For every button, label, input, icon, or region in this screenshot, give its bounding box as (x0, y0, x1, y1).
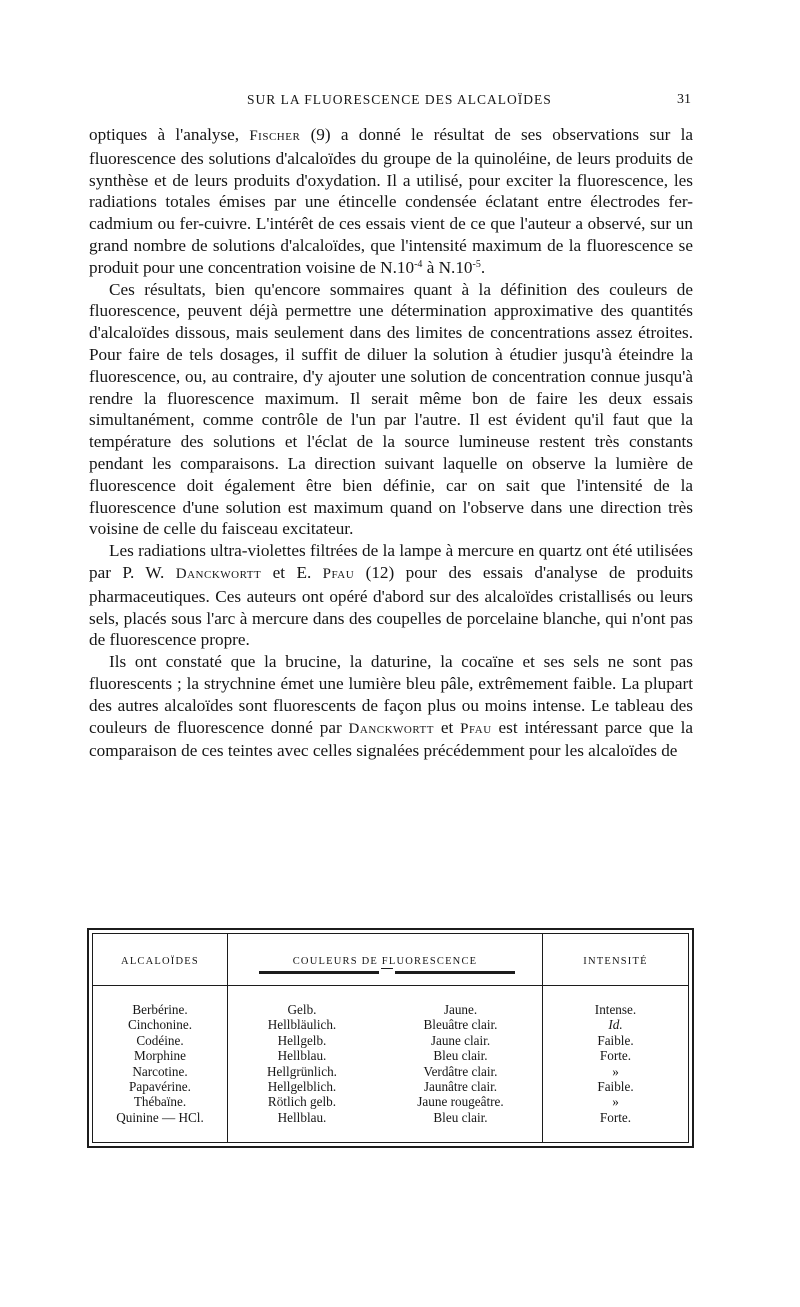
column-couleurs-francais (383, 1002, 538, 1125)
paragraph-2: Ces résultats, bien qu'encore sommaires quant à la définition des couleurs de fluorescence, peuvent déjà permettre une détermination approximative des quantités d'alcaloïdes dissous, mais seulement dans des limites de concentrations assez étroites. Pour faire de tels dosages, il suffit de diluer la solution à étudier jusqu'à éteindre la fluorescence, ou, au contraire, d'y ajouter une solution de concentration connue jusqu'à rendre la fluorescence maximum. Il serait même bon de faire les deux essais simultanément, comme contrôle de l'un par l'autre. Il est évident qu'il faut que la température des solutions et l'éclat de la source lumineuse restent très constants pendant les comparaisons. La direction suivant laquelle on observe la lumière de fluorescence doit également être bien définie, car on sait que l'intensité de la fluorescence d'une solution est maximum quand on l'observe dans une direction très voisine de celle du faisceau excitateur. (89, 279, 693, 539)
paragraph-4-text-b: et (434, 717, 461, 737)
table-cell: Jaune. (443, 1002, 478, 1017)
table-cell: » (612, 1094, 619, 1110)
table-cell: Jaune clair. (430, 1032, 491, 1048)
table-cell: Hellblau. (277, 1109, 327, 1125)
author-pfau: Pfau (460, 720, 492, 737)
author-fischer: Fischer (249, 128, 301, 144)
table-cell: Cinchonine. (127, 1017, 193, 1033)
paragraph-1 (89, 124, 693, 279)
table-cell: Hellgelb. (277, 1032, 327, 1048)
paragraph-4-text-a: Ils ont constaté que la brucine, la daturine, la cocaïne et ses sels ne sont pas fluorescents ; la strychnine émet une lumière bleu pâle, extrêmement faible. La plupart des autres alcaloïdes sont fluorescents de façon plus ou moins intense. Le tableau des couleurs de fluorescence donné par (89, 652, 693, 737)
table-cell: Papavérine. (129, 1079, 191, 1095)
paragraph-3-text-a: Les radiations ultra-violettes filtrées de la lampe à mercure en quartz ont été utilisées par P. W. (89, 541, 693, 582)
table-cell: Hellblau. (277, 1048, 327, 1064)
decorative-rule-ornament (381, 968, 393, 975)
column-intensite (543, 1002, 688, 1125)
table-cell: Berbérine. (132, 1002, 188, 1017)
table-cell: Hellgelblich. (267, 1079, 337, 1095)
body-text (89, 124, 693, 762)
column-couleurs-allemand (237, 1002, 367, 1125)
paragraph-1-text-a: optiques à l'analyse, (89, 125, 250, 144)
exponent-2: -5 (472, 258, 481, 270)
header-intensite: INTENSITÉ (583, 956, 648, 967)
running-title: SUR LA FLUORESCENCE DES ALCALOÏDES (247, 92, 552, 107)
table-cell: Jaunâtre clair. (423, 1079, 498, 1095)
table-cell: Hellgrünlich. (267, 1063, 337, 1079)
fluorescence-table (87, 928, 694, 1148)
page-number: 31 (677, 92, 691, 107)
table-cell: Faible. (597, 1032, 634, 1048)
table-cell: Quinine — HCl. (116, 1109, 204, 1125)
table-cell: Intense. (594, 1002, 637, 1017)
table-cell: Verdâtre clair. (423, 1063, 498, 1079)
column-alcaloides (93, 1002, 227, 1125)
decorative-rule-left (259, 971, 379, 974)
table-cell: Forte. (599, 1109, 632, 1125)
table-cell: Bleuâtre clair. (423, 1017, 498, 1033)
table-cell: Forte. (599, 1048, 632, 1064)
paragraph-4-text-c: est intéressant parce que la comparaison de ces teintes avec celles signalées précédemment pour les alcaloïdes de (89, 717, 693, 761)
table-cell: Bleu clair. (433, 1109, 488, 1125)
header-rule (93, 985, 688, 986)
table-cell: Codéine. (136, 1032, 184, 1048)
running-header (0, 92, 800, 110)
header-alcaloides: ALCALOÏDES (121, 956, 199, 967)
table-cell: Narcotine. (132, 1063, 188, 1079)
paragraph-3 (89, 540, 693, 651)
author-pfau: Pfau (322, 565, 355, 582)
paragraph-3-text-c: (12) pour des essais d'analyse de produits pharmaceutiques. Ces auteurs ont opéré d'abord sur des alcaloïdes cristallisés ou leurs sels, placés sous l'arc à mercure dans des coupelles de porcelaine blanche, qui n'ont pas de fluorescence propre. (89, 562, 694, 650)
author-danckwortt: Danckwortt (175, 565, 262, 582)
table-cell: Id. (608, 1017, 623, 1033)
exponent-1: -4 (414, 258, 423, 270)
paragraph-1-text-c: à N.10 (422, 257, 473, 277)
paragraph-4 (89, 651, 693, 762)
table-cell: Gelb. (287, 1002, 317, 1017)
table-cell: Faible. (597, 1079, 634, 1095)
table-cell: » (612, 1063, 619, 1079)
table-cell: Bleu clair. (433, 1048, 488, 1064)
paragraph-3-text-b: et E. (261, 562, 323, 582)
table-cell: Jaune rougeâtre. (417, 1094, 504, 1110)
paragraph-1-text-b: (9) a donné le résultat de ses observations sur la fluorescence des solutions d'alcaloïdes du groupe de la quinoléine, de leurs produits de synthèse et de leurs produits d'oxydation. Il a utilisé, pour exciter la fluorescence, les radiations totales émises par une étincelle condensée éclatant entre électrodes fer-cadmium ou fer-cuivre. L'intérêt de ces essais vient de ce que l'auteur a observé, sur un grand nombre de solutions d'alcaloïdes, que l'intensité maximum de la fluorescence se produit pour une concentration voisine de N.10 (89, 125, 694, 277)
table-cell: Thébaïne. (133, 1094, 187, 1110)
paragraph-1-text-d: . (480, 257, 486, 277)
author-danckwortt: Danckwortt (348, 720, 434, 737)
header-couleurs: COULEURS DE FLUORESCENCE (292, 956, 478, 967)
decorative-rule-right (395, 971, 515, 974)
table-cell: Hellbläulich. (267, 1017, 337, 1033)
table-cell: Morphine (133, 1048, 186, 1064)
table-cell: Rötlich gelb. (267, 1094, 337, 1110)
